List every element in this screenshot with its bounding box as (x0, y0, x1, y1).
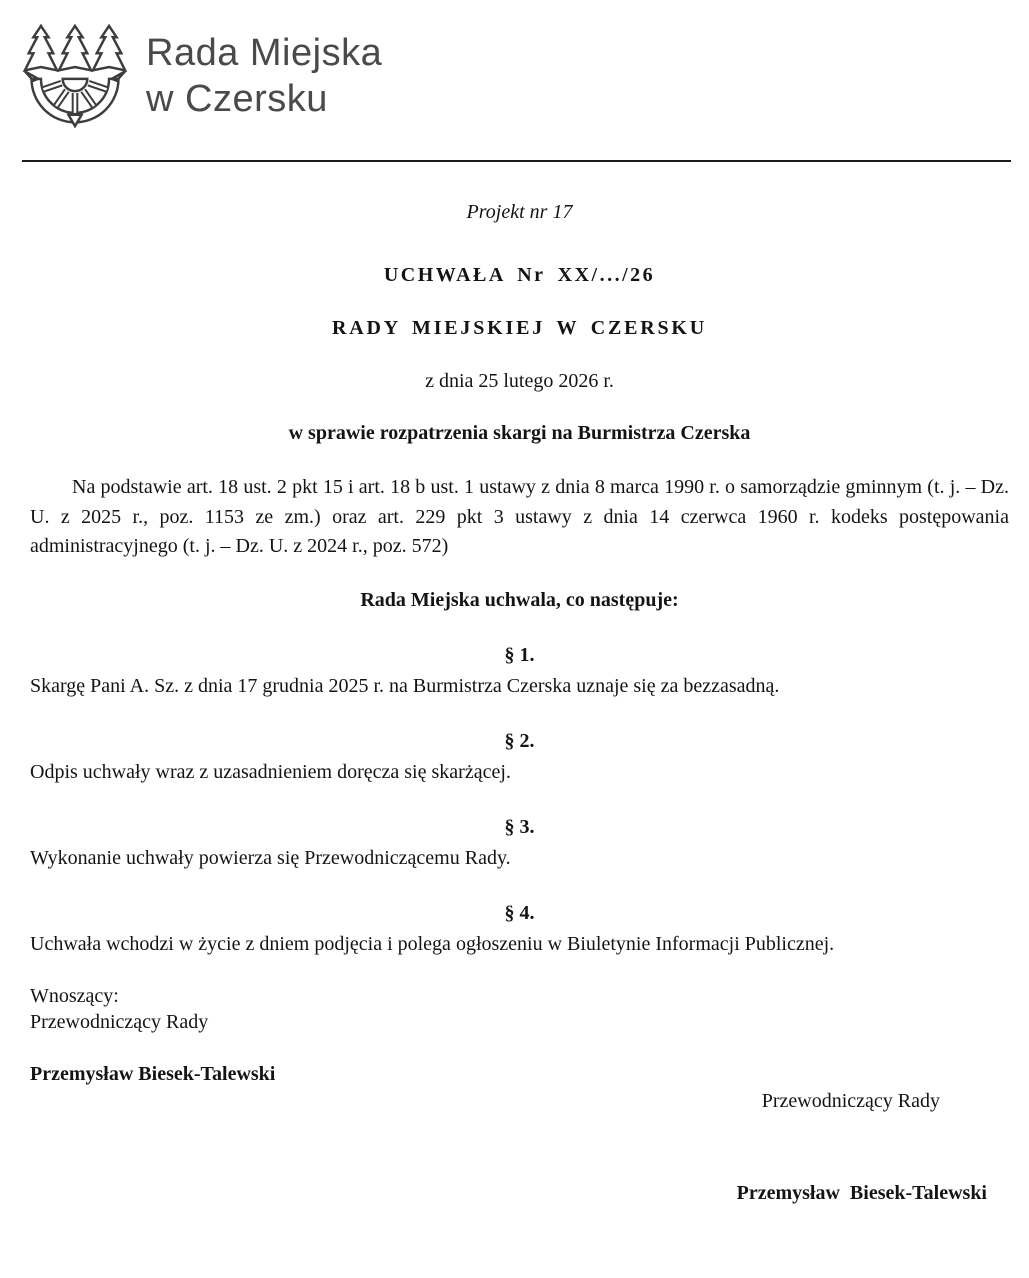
project-label: Projekt nr 17 (466, 201, 573, 223)
section-number: § 1. (504, 643, 535, 666)
org-name (146, 22, 382, 122)
org-name-line2: w Czersku (146, 78, 328, 120)
section-1 (30, 642, 1009, 699)
org-logo (22, 22, 1009, 128)
section-text: Skargę Pani A. Sz. z dnia 17 grudnia 2025 r. na Burmistrza Czerska uznaje się za bezzasadną. (30, 674, 780, 697)
resolution-authority-title: RADY MIEJSKIEJ W CZERSKU (331, 317, 707, 339)
section-3 (30, 814, 1009, 871)
section-text: Uchwała wchodzi w życie z dniem podjęcia i polega ogłoszeniu w Biuletynie Informacji Publicznej. (30, 932, 835, 955)
submitter-name: Przemysław Biesek-Talewski (30, 1062, 276, 1085)
fir-tree-icon (25, 26, 125, 70)
half-wheel-icon (25, 71, 125, 126)
section-number: § 4. (504, 901, 535, 924)
signature-name: Przemysław Biesek-Talewski (736, 1181, 987, 1204)
resolution-intro: Rada Miejska uchwala, co następuje: (360, 588, 679, 611)
letterhead-divider (22, 160, 1011, 162)
section-text: Wykonanie uchwały powierza się Przewodniczącemu Rady. (30, 846, 511, 869)
legal-basis-paragraph: Na podstawie art. 18 ust. 2 pkt 15 i art. 18 b ust. 1 ustawy z dnia 8 marca 1990 r. o samorządzie gminnym (t. j. – Dz. U. z 2025 r., poz. 1153 ze zm.) oraz art. 229 pkt 3 ustawy z dnia 14 czerwca 1960 r. kodeks postępowania administracyjnego (t. j. – Dz. U. z 2024 r., poz. 572) (30, 476, 1009, 557)
org-name-line1: Rada Miejska (146, 32, 383, 74)
resolution-document (0, 199, 1029, 1206)
resolution-date: z dnia 25 lutego 2026 r. (425, 370, 614, 392)
submitter-block (30, 983, 1009, 1087)
section-number: § 3. (504, 815, 535, 838)
submitter-label: Wnoszący: (30, 984, 119, 1007)
section-text: Odpis uchwały wraz z uzasadnieniem doręcza się skarżącej. (30, 760, 511, 783)
section-4 (30, 900, 1009, 957)
section-number: § 2. (504, 729, 535, 752)
submitter-role: Przewodniczący Rady (30, 1010, 209, 1033)
section-2 (30, 728, 1009, 785)
trees-wheel-logo-icon (22, 24, 128, 128)
signature-role: Przewodniczący Rady (761, 1089, 940, 1112)
signature-block (30, 1088, 1009, 1206)
resolution-subject: w sprawie rozpatrzenia skargi na Burmistrza Czerska (288, 422, 751, 444)
letterhead (0, 0, 1029, 162)
resolution-number-title: UCHWAŁA Nr XX/.../26 (383, 264, 656, 286)
